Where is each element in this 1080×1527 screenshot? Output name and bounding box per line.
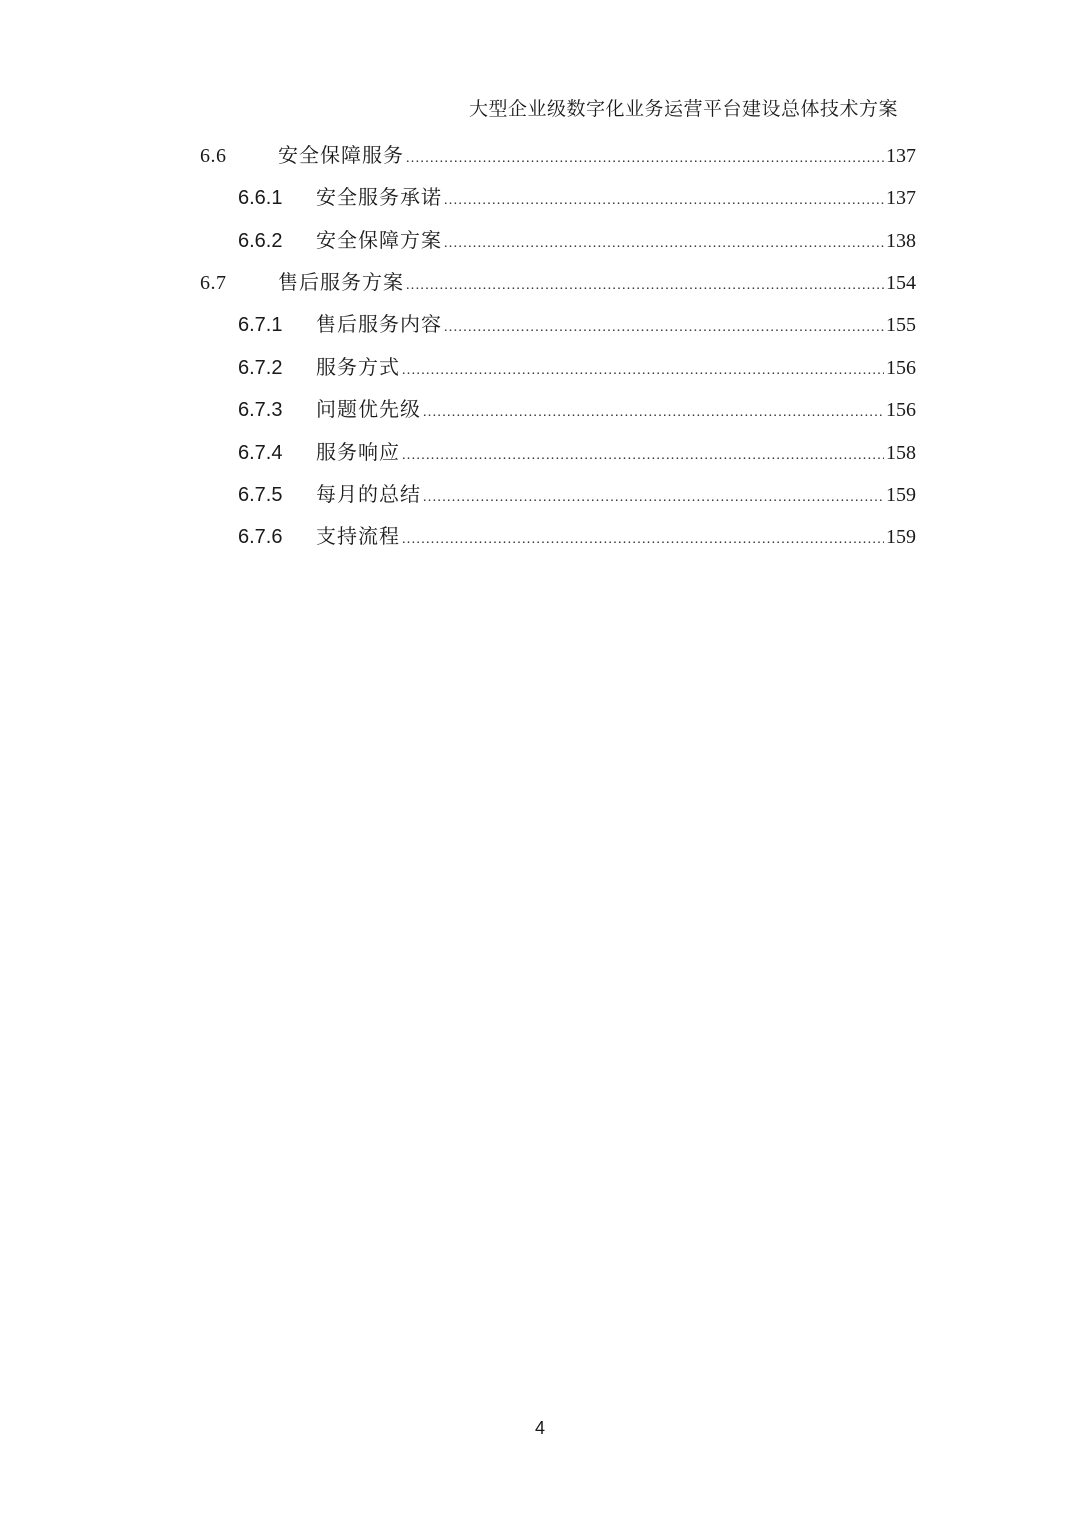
toc-entry-page: 137 [886, 187, 916, 209]
toc-entry-6-7-5[interactable] [200, 478, 916, 508]
toc-entry-page: 137 [886, 145, 916, 167]
toc-entry-number: 6.6 [200, 145, 227, 167]
toc-entry-title: 安全保障方案 [316, 228, 442, 252]
toc-entry-number: 6.6.1 [238, 187, 283, 209]
document-header-title: 大型企业级数字化业务运营平台建设总体技术方案 [468, 98, 898, 120]
toc-entry-page: 159 [886, 484, 916, 506]
toc-entry-title: 问题优先级 [316, 397, 421, 421]
toc-entry-number: 6.7 [200, 272, 227, 294]
toc-entry-page: 159 [886, 526, 916, 548]
toc-entry-number: 6.7.4 [238, 442, 283, 464]
toc-entry-title: 每月的总结 [316, 482, 421, 506]
toc-dot-leader [406, 278, 884, 294]
page-number: 4 [534, 1418, 545, 1438]
toc-entry-title: 服务方式 [316, 355, 400, 379]
toc-dot-leader [444, 320, 884, 336]
toc-entry-6-6[interactable] [200, 139, 916, 169]
toc-entry-6-6-2[interactable] [200, 224, 916, 254]
toc-entry-6-6-1[interactable] [200, 181, 916, 211]
toc-entry-page: 138 [886, 230, 916, 252]
toc-entry-number: 6.7.3 [238, 399, 283, 421]
toc-entry-page: 155 [886, 314, 916, 336]
toc-dot-leader [423, 405, 884, 421]
toc-dot-leader [423, 490, 884, 506]
toc-entry-number: 6.7.1 [238, 314, 283, 336]
toc-entry-page: 158 [886, 442, 916, 464]
toc-entry-page: 154 [886, 272, 916, 294]
toc-entry-title: 售后服务内容 [316, 312, 442, 336]
toc-entry-6-7-2[interactable] [200, 351, 916, 381]
toc-entry-number: 6.7.5 [238, 484, 283, 506]
toc-entry-6-7-4[interactable] [200, 436, 916, 466]
toc-entry-6-7-3[interactable] [200, 393, 916, 423]
toc-entry-6-7[interactable] [200, 266, 916, 296]
toc-dot-leader [444, 236, 884, 252]
toc-entry-title: 安全服务承诺 [316, 185, 442, 209]
toc-entry-6-7-1[interactable] [200, 308, 916, 338]
toc-dot-leader [406, 151, 884, 167]
toc-dot-leader [444, 193, 884, 209]
toc-entry-title: 售后服务方案 [278, 270, 404, 294]
toc-entry-number: 6.6.2 [238, 230, 283, 252]
toc-entry-title: 安全保障服务 [278, 143, 404, 167]
toc-entry-number: 6.7.2 [238, 357, 283, 379]
toc-entry-title: 服务响应 [316, 440, 400, 464]
toc-dot-leader [402, 532, 884, 548]
toc-dot-leader [402, 448, 884, 464]
toc-entry-page: 156 [886, 357, 916, 379]
toc-entry-page: 156 [886, 399, 916, 421]
toc-entry-number: 6.7.6 [238, 526, 283, 548]
toc-entry-6-7-6[interactable] [200, 520, 916, 550]
toc-dot-leader [402, 363, 884, 379]
toc-entry-title: 支持流程 [316, 524, 400, 548]
